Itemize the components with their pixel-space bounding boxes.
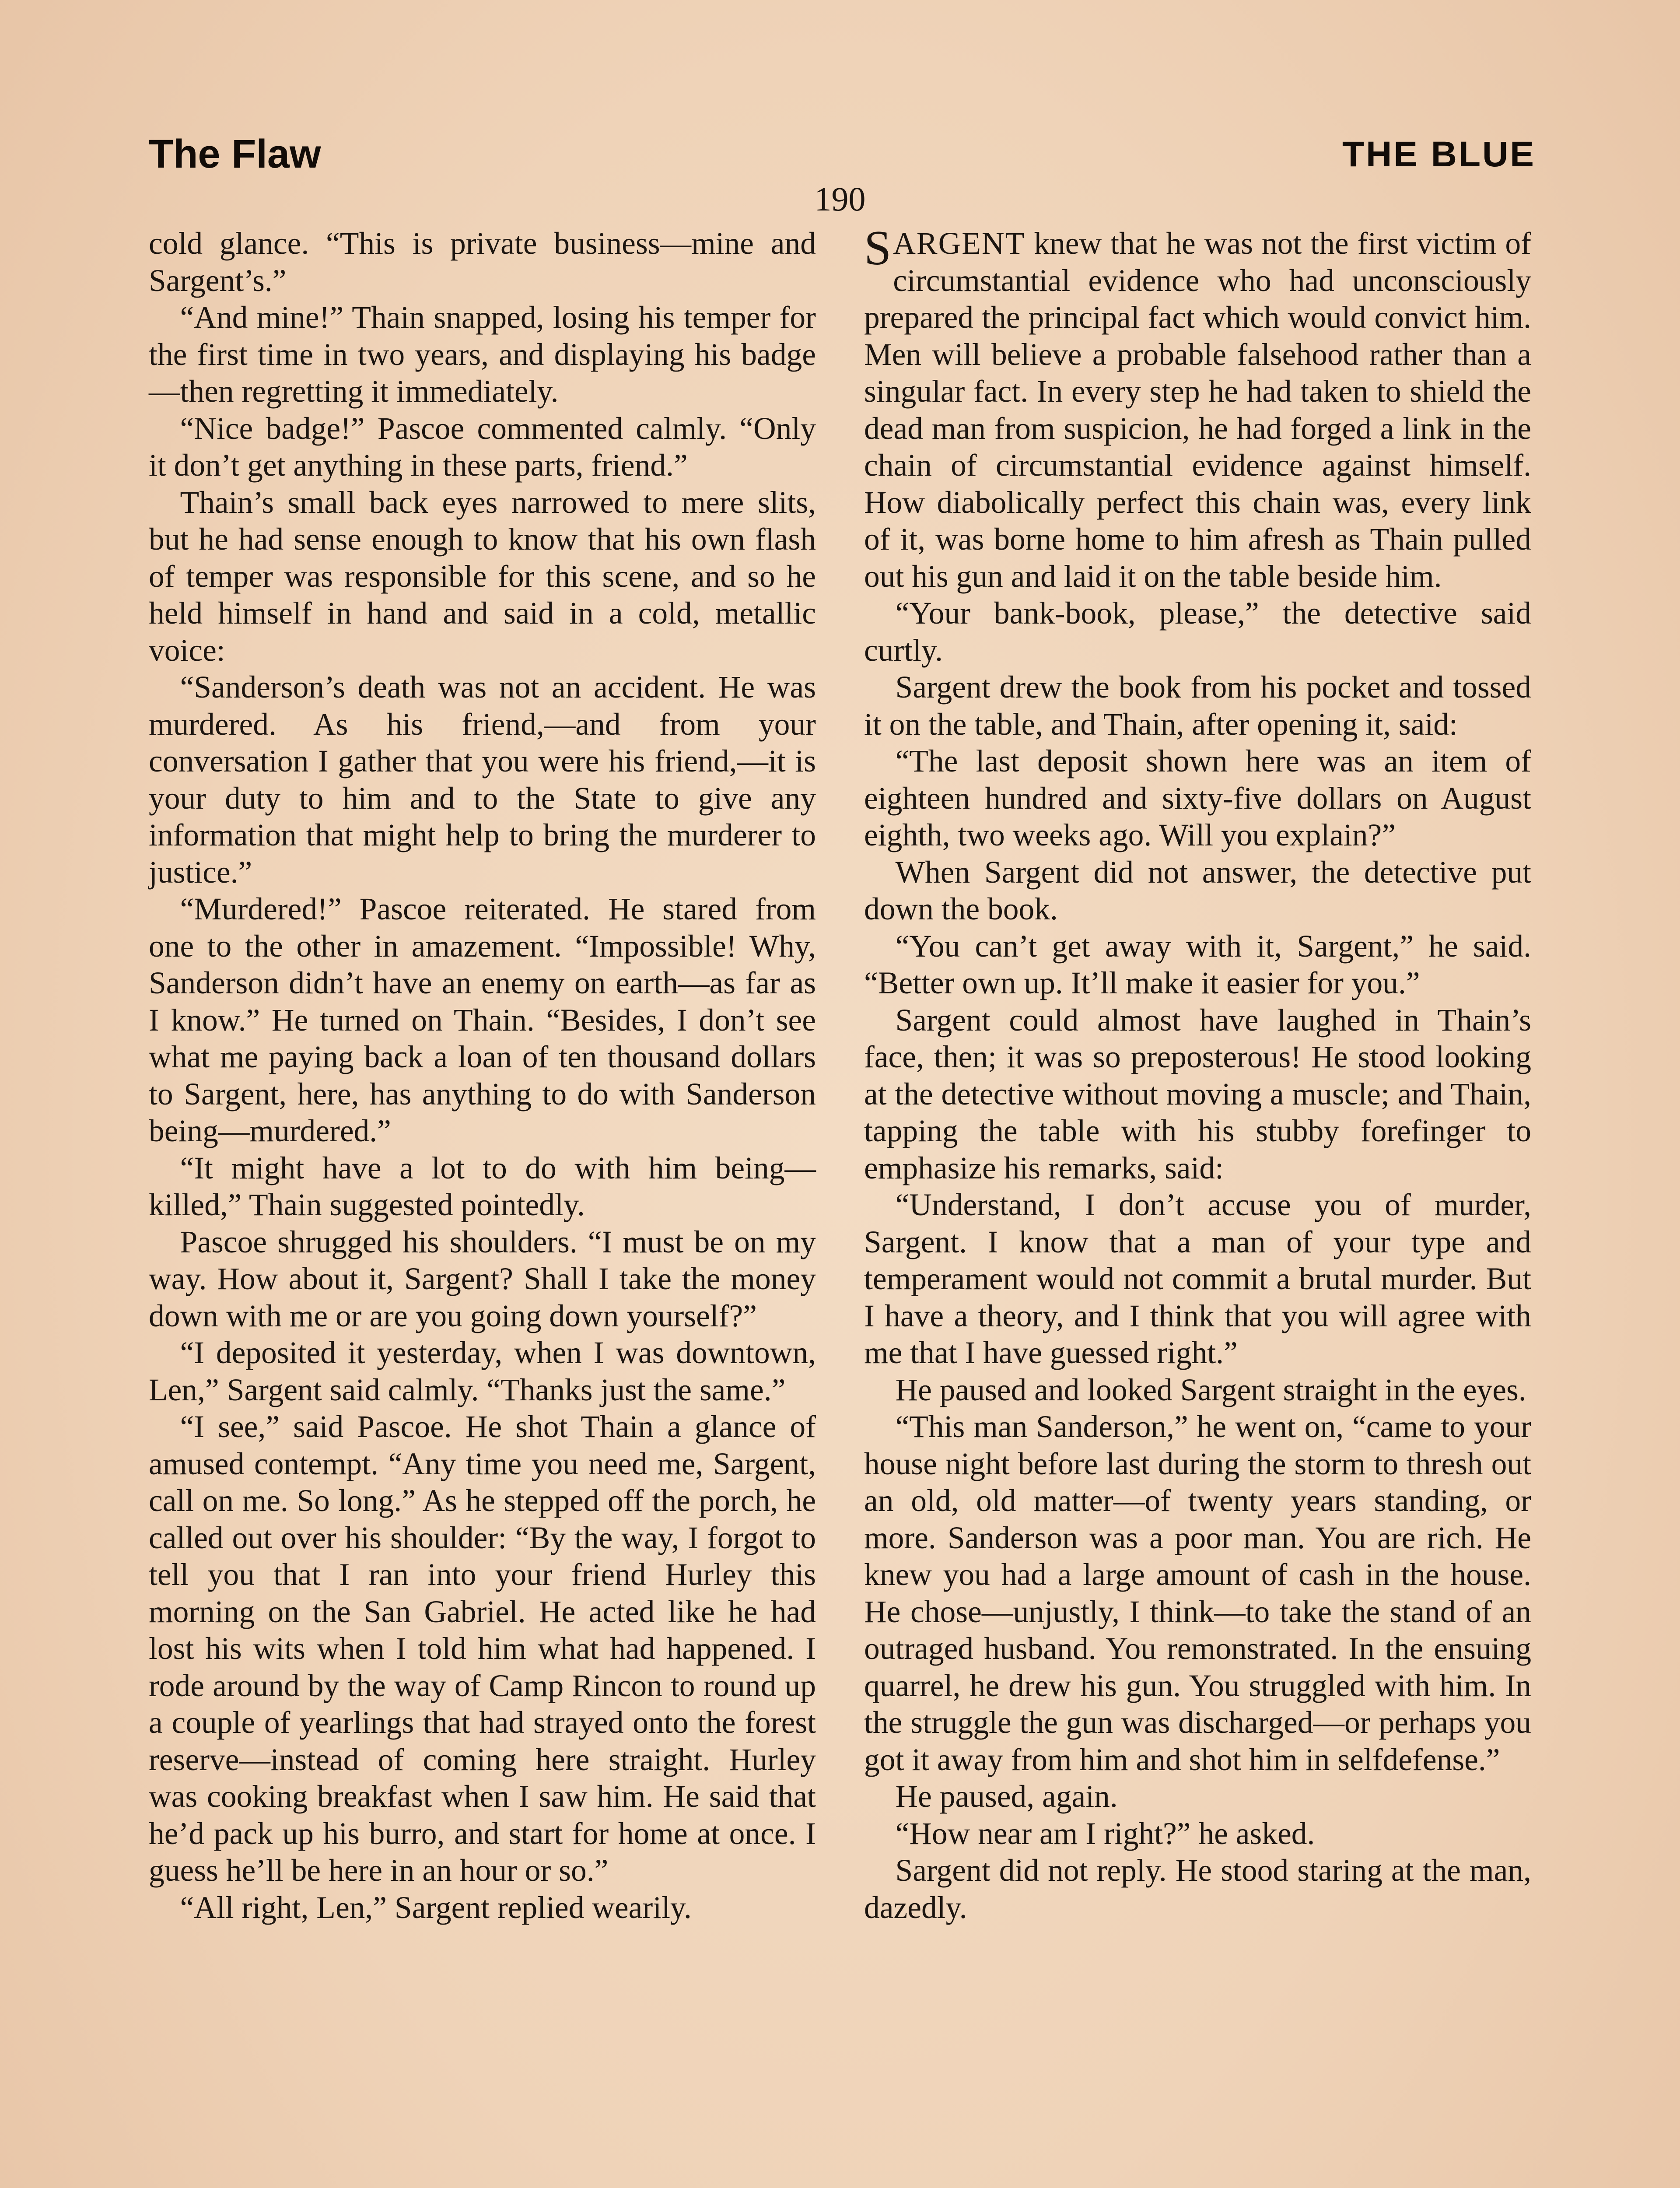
opening-paragraph (864, 221, 1531, 595)
paragraph: “It might have a lot to do with him being—killed,” Thain suggested pointedly. (149, 1150, 816, 1222)
paragraph: “Nice badge!” Pascoe commented calmly. “Only it don’t get anything in these parts, friend.” (149, 411, 816, 483)
paragraph: Pascoe shrugged his shoulders. “I must be on my way. How about it, Sargent? Shall I take the money down with me or are you going down yourself?” (149, 1224, 816, 1333)
opening-text: knew that he was not the first victim of circumstantial evidence who had unconsciously prepared the principal fact which would convict him. Men will believe a probable falsehood rather than a singular fact. In every step he had taken to shield the dead man from suspicion, he had forged a link in the chain of circumstantial evidence against himself. How diabolically perfect this chain was, every link of it, was borne home to him afresh as Thain pulled out his gun and laid it on the table beside him. (864, 226, 1531, 594)
paragraph: “Understand, I don’t accuse you of murder, Sargent. I know that a man of your type and temperament would not commit a brutal murder. But I have a theory, and I think that you will agree with me that I have guessed right.” (864, 1188, 1531, 1370)
paragraph: Sargent could almost have laughed in Thain’s face, then; it was so preposterous! He stood looking at the detective without moving a muscle; and Thain, tapping the table with his stubby forefinger to emphasize his remarks, said: (864, 1003, 1531, 1185)
paragraph: Sargent drew the book from his pocket and tossed it on the table, and Thain, after opening it, said: (864, 670, 1531, 742)
paragraph: “Murdered!” Pascoe reiterated. He stared from one to the other in amazement. “Impossible! Why, Sanderson didn’t have an enemy on earth—as far as I know.” He turned on Thain. “Besides, I don’t see what me paying back a loan of ten thousand dollars to Sargent, here, has anything to do with Sanderson being—murdered.” (149, 892, 816, 1148)
paragraph: When Sargent did not answer, the detective put down the book. (864, 855, 1531, 926)
paragraph: “I deposited it yesterday, when I was downtown, Len,” Sargent said calmly. “Thanks just the same.” (149, 1336, 816, 1407)
paragraph: “The last deposit shown here was an item of eighteen hundred and sixty-five dollars on August eighth, two weeks ago. Will you explain?” (864, 744, 1531, 852)
paragraph: cold glance. “This is private business—mine and Sargent’s.” (149, 226, 816, 298)
right-column-paragraphs (864, 595, 1531, 1926)
right-column (864, 221, 1531, 1926)
paragraph: “I see,” said Pascoe. He shot Thain a glance of amused contempt. “Any time you need me, Sargent, call on me. So long.” As he stepped off the porch, he called out over his shoulder: “By the way, I forgot to tell you that I ran into your friend Hurley this morning on the San Gabriel. He acted like he had lost his wits when I told him what had happened. I rode around by the way of Camp Rincon to round up a couple of yearlings that had strayed onto the forest reserve—instead of coming here straight. Hurley was cooking breakfast when I saw him. He said that he’d pack up his burro, and start for home at once. I guess he’ll be here in an hour or so.” (149, 1410, 816, 1888)
drop-cap: S (864, 221, 892, 275)
paragraph: “Sanderson’s death was not an accident. He was murdered. As his friend,—and from your conversation I gather that you were his friend,—it is your duty to him and to the State to give any information that might help to bring the murderer to justice.” (149, 670, 816, 890)
paragraph: “You can’t get away with it, Sargent,” he said. “Better own up. It’ll make it easier for you.” (864, 929, 1531, 1000)
page-number: 190 (814, 180, 866, 218)
paragraph: “How near am I right?” he asked. (895, 1816, 1315, 1851)
paragraph: He paused, again. (895, 1779, 1118, 1814)
paragraph: Sargent did not reply. He stood staring at the man, dazedly. (864, 1853, 1531, 1925)
paragraph: “All right, Len,” Sargent replied wearily. (180, 1890, 692, 1925)
opening-small-caps: ARGENT (893, 226, 1026, 261)
running-head-left: The Flaw (149, 132, 321, 176)
paragraph: He paused and looked Sargent straight in the eyes. (895, 1372, 1526, 1407)
running-head-right: THE BLUE (1342, 134, 1536, 174)
paragraph: “This man Sanderson,” he went on, “came to your house night before last during the storm to thresh out an old, old matter—of twenty years standing, or more. Sanderson was a poor man. You are rich. He knew you had a large amount of cash in the house. He chose—unjustly, I think—to take the stand of an outraged husband. You remonstrated. In the ensuing quarrel, he drew his gun. You struggled with him. In the struggle the gun was discharged—or perhaps you got it away from him and shot him in selfdefense.” (864, 1410, 1531, 1777)
left-column (149, 225, 816, 1926)
paragraph: “Your bank-book, please,” the detective said curtly. (864, 596, 1531, 668)
paragraph: “And mine!” Thain snapped, losing his temper for the first time in two years, and displaying his badge—then regretting it immediately. (149, 300, 816, 409)
paragraph: Thain’s small back eyes narrowed to mere slits, but he had sense enough to know that his own flash of temper was responsible for this scene, and so he held himself in hand and said in a cold, metallic voice: (149, 485, 816, 668)
